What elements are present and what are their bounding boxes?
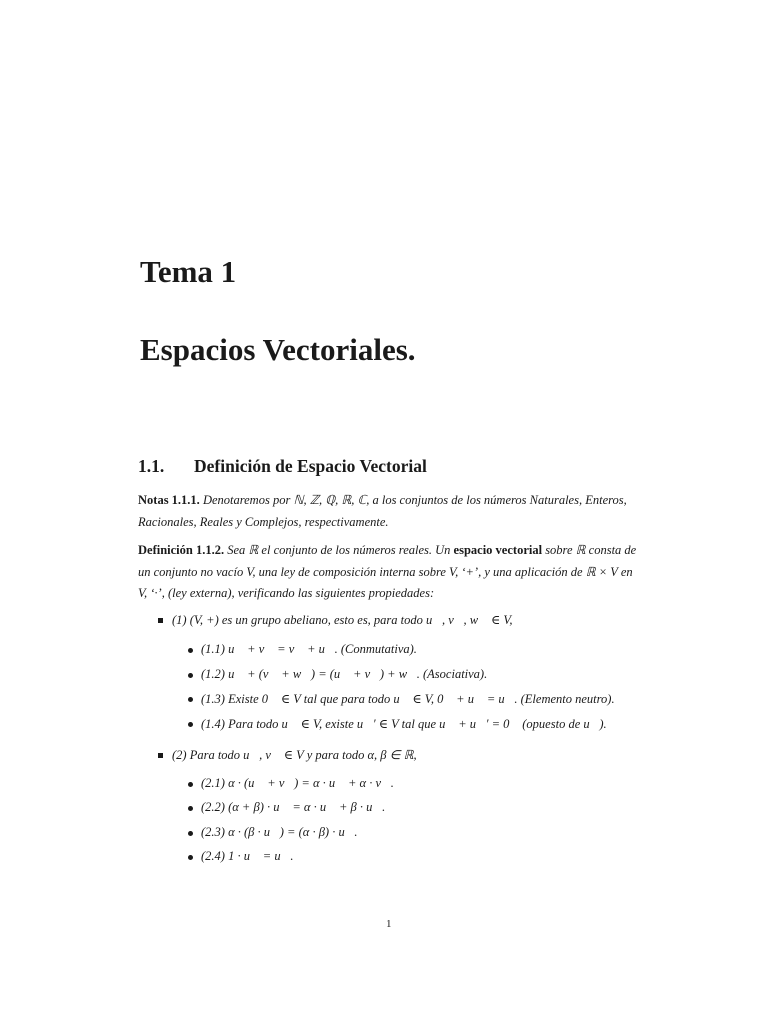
subproperty-text: (2.2) (α + β) · u⃗ = α · u⃗ + β · u⃗. <box>201 800 386 814</box>
bullet-icon <box>188 831 193 836</box>
subproperty-text: (1.2) u⃗ + (v⃗ + w⃗) = (u⃗ + v⃗) + w⃗. (Asociativa). <box>201 667 488 681</box>
bullet-icon <box>188 648 193 653</box>
subproperty-text: (1.3) Existe 0⃗ ∈ V tal que para todo u⃗ ∈ V, 0⃗ + u⃗ = u⃗. (Elemento neutro). <box>201 692 615 706</box>
list-item <box>201 825 358 840</box>
definition-text-b: sobre ℝ consta de un conjunto no vacío V, una ley de composición interna sobre V, ‘+’, y una aplicación de ℝ × V en V, ‘·’, (ley externa), verificando las siguientes propiedades: <box>138 543 637 600</box>
list-item <box>201 800 385 815</box>
definition-paragraph <box>138 540 644 605</box>
definition-term: espacio vectorial <box>453 543 543 557</box>
definition-lead: Definición 1.1.2. <box>138 543 225 557</box>
list-item <box>172 747 417 763</box>
chapter-label: Tema 1 <box>140 254 237 289</box>
subproperty-text: (1.4) Para todo u⃗ ∈ V, existe u⃗′ ∈ V tal que u⃗ + u⃗′ = 0⃗ (opuesto de u⃗). <box>201 717 607 731</box>
list-item <box>201 642 417 657</box>
definition-text-a: Sea ℝ el conjunto de los números reales. Un <box>227 543 451 557</box>
bullet-icon <box>188 782 193 787</box>
note-text: Denotaremos por ℕ, ℤ, ℚ, ℝ, ℂ, a los conjuntos de los números Naturales, Enteros, Racionales, Reales y Complejos, respectivamente. <box>138 493 627 529</box>
subproperty-text: (2.3) α · (β · u⃗) = (α · β) · u⃗. <box>201 825 358 839</box>
bullet-icon <box>188 697 193 702</box>
property-text: (2) Para todo u⃗, v⃗ ∈ V y para todo α, β ∈ ℝ, <box>172 748 417 762</box>
list-item <box>201 849 293 864</box>
subproperty-text: (2.1) α · (u⃗ + v⃗) = α · u⃗ + α · v⃗. <box>201 776 394 790</box>
subproperty-text: (1.1) u⃗ + v⃗ = v⃗ + u⃗. (Conmutativa). <box>201 642 417 656</box>
list-item <box>172 612 512 628</box>
square-bullet-icon <box>158 753 163 758</box>
bullet-icon <box>188 722 193 727</box>
note-lead: Notas 1.1.1. <box>138 493 200 507</box>
note-paragraph <box>138 490 644 533</box>
section-title: Definición de Espacio Vectorial <box>194 456 427 476</box>
property-text: (1) (V, +) es un grupo abeliano, esto es, para todo u⃗, v⃗, w⃗ ∈ V, <box>172 613 513 627</box>
page-number: 1 <box>386 918 392 930</box>
list-item <box>201 667 487 682</box>
chapter-title: Espacios Vectoriales. <box>140 332 416 367</box>
list-item <box>201 716 607 732</box>
list-item <box>201 691 615 707</box>
bullet-icon <box>188 806 193 811</box>
square-bullet-icon <box>158 618 163 623</box>
bullet-icon <box>188 673 193 678</box>
subproperty-text: (2.4) 1 · u⃗ = u⃗. <box>201 849 294 863</box>
bullet-icon <box>188 855 193 860</box>
section-heading <box>138 456 427 477</box>
section-number: 1.1. <box>138 456 165 476</box>
list-item <box>201 776 394 791</box>
